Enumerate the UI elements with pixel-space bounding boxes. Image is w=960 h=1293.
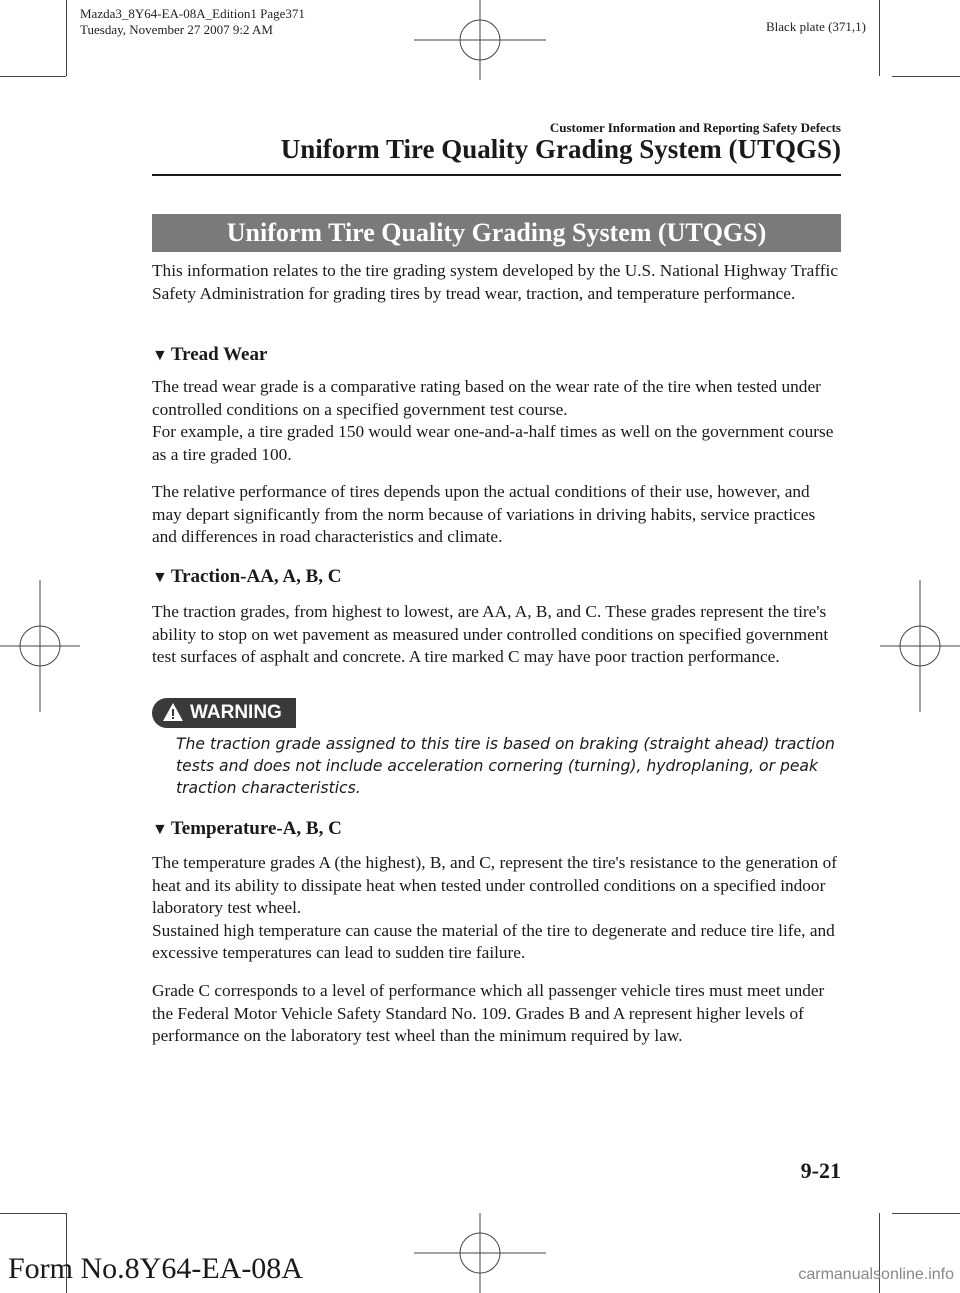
crop-mark bbox=[879, 0, 880, 76]
plate-label: Black plate (371,1) bbox=[766, 19, 866, 34]
temperature-body: The temperature grades A (the highest), B, and C, represent the tire's resistance to the generation of heat and its ability to dissipate heat when tested under controlled conditions on a specified indoor laboratory test wheel. Sustained high temperature can cause the material of the tire to degenerate and reduce tire life, and excessive temperatures can lead to sudden tire failure. bbox=[152, 853, 838, 962]
print-meta-line2: Tuesday, November 27 2007 9:2 AM bbox=[80, 22, 273, 37]
crop-mark bbox=[0, 76, 66, 77]
form-number: Form No.8Y64-EA-08A bbox=[8, 1252, 303, 1285]
crop-mark bbox=[892, 1213, 960, 1214]
crop-mark bbox=[892, 76, 960, 77]
section-label: Customer Information and Reporting Safety Defects bbox=[549, 120, 841, 135]
registration-target-icon bbox=[414, 1213, 546, 1293]
registration-target-icon bbox=[880, 580, 960, 712]
warning-text: The traction grade assigned to this tire is based on braking (straight ahead) traction tests and does not include acceleration cornering (turning), hydroplaning, or peak traction characteristics. bbox=[176, 735, 835, 797]
intro-paragraph: This information relates to the tire grading system developed by the U.S. National Highway Traffic Safety Administration for grading tires by tread wear, traction, and temperature performance. bbox=[152, 261, 838, 303]
watermark: carmanualsonline.info bbox=[798, 1266, 954, 1283]
triangle-bullet-icon: ▼ bbox=[152, 347, 168, 364]
triangle-bullet-icon: ▼ bbox=[152, 821, 168, 838]
tread-wear-body: The tread wear grade is a comparative rating based on the wear rate of the tire when tested under controlled conditions on a specified government test course. For example, a tire graded 150 would wear one-and-a-half times as well on the government course as a tire graded 100. bbox=[152, 377, 834, 464]
registration-target-icon bbox=[414, 0, 546, 80]
page-number: 9-21 bbox=[800, 1158, 841, 1183]
heading-tread-wear: ▼ Tread Wear bbox=[152, 344, 268, 365]
crop-mark bbox=[0, 1213, 66, 1214]
temperature-body-2: Grade C corresponds to a level of performance which all passenger vehicle tires must meet under the Federal Motor Vehicle Safety Standard No. 109. Grades B and A represent higher levels of performance on the laboratory test wheel than the minimum required by law. bbox=[152, 981, 825, 1045]
print-meta-line1: Mazda3_8Y64-EA-08A_Edition1 Page371 bbox=[80, 6, 305, 21]
tread-wear-body-2: The relative performance of tires depends upon the actual conditions of their use, however, and may depart significantly from the norm because of variations in driving habits, service practices and differences in road characteristics and climate. bbox=[152, 482, 816, 546]
header-rule bbox=[152, 174, 841, 176]
warning-badge: WARNING bbox=[152, 698, 296, 728]
page-title: Uniform Tire Quality Grading System (UTQGS) bbox=[280, 134, 841, 164]
heading-temperature: ▼ Temperature-A, B, C bbox=[152, 818, 342, 839]
heading-traction: ▼ Traction-AA, A, B, C bbox=[152, 566, 342, 587]
triangle-bullet-icon: ▼ bbox=[152, 569, 168, 586]
crop-mark bbox=[66, 0, 67, 76]
registration-target-icon bbox=[0, 580, 80, 712]
warning-icon bbox=[162, 702, 184, 722]
traction-body: The traction grades, from highest to lowest, are AA, A, B, and C. These grades represent the tire's ability to stop on wet pavement as measured under controlled conditions on specified government test surfaces of asphalt and concrete. A tire marked C may have poor traction performance. bbox=[152, 602, 829, 666]
section-banner: Uniform Tire Quality Grading System (UTQGS) bbox=[152, 214, 841, 252]
